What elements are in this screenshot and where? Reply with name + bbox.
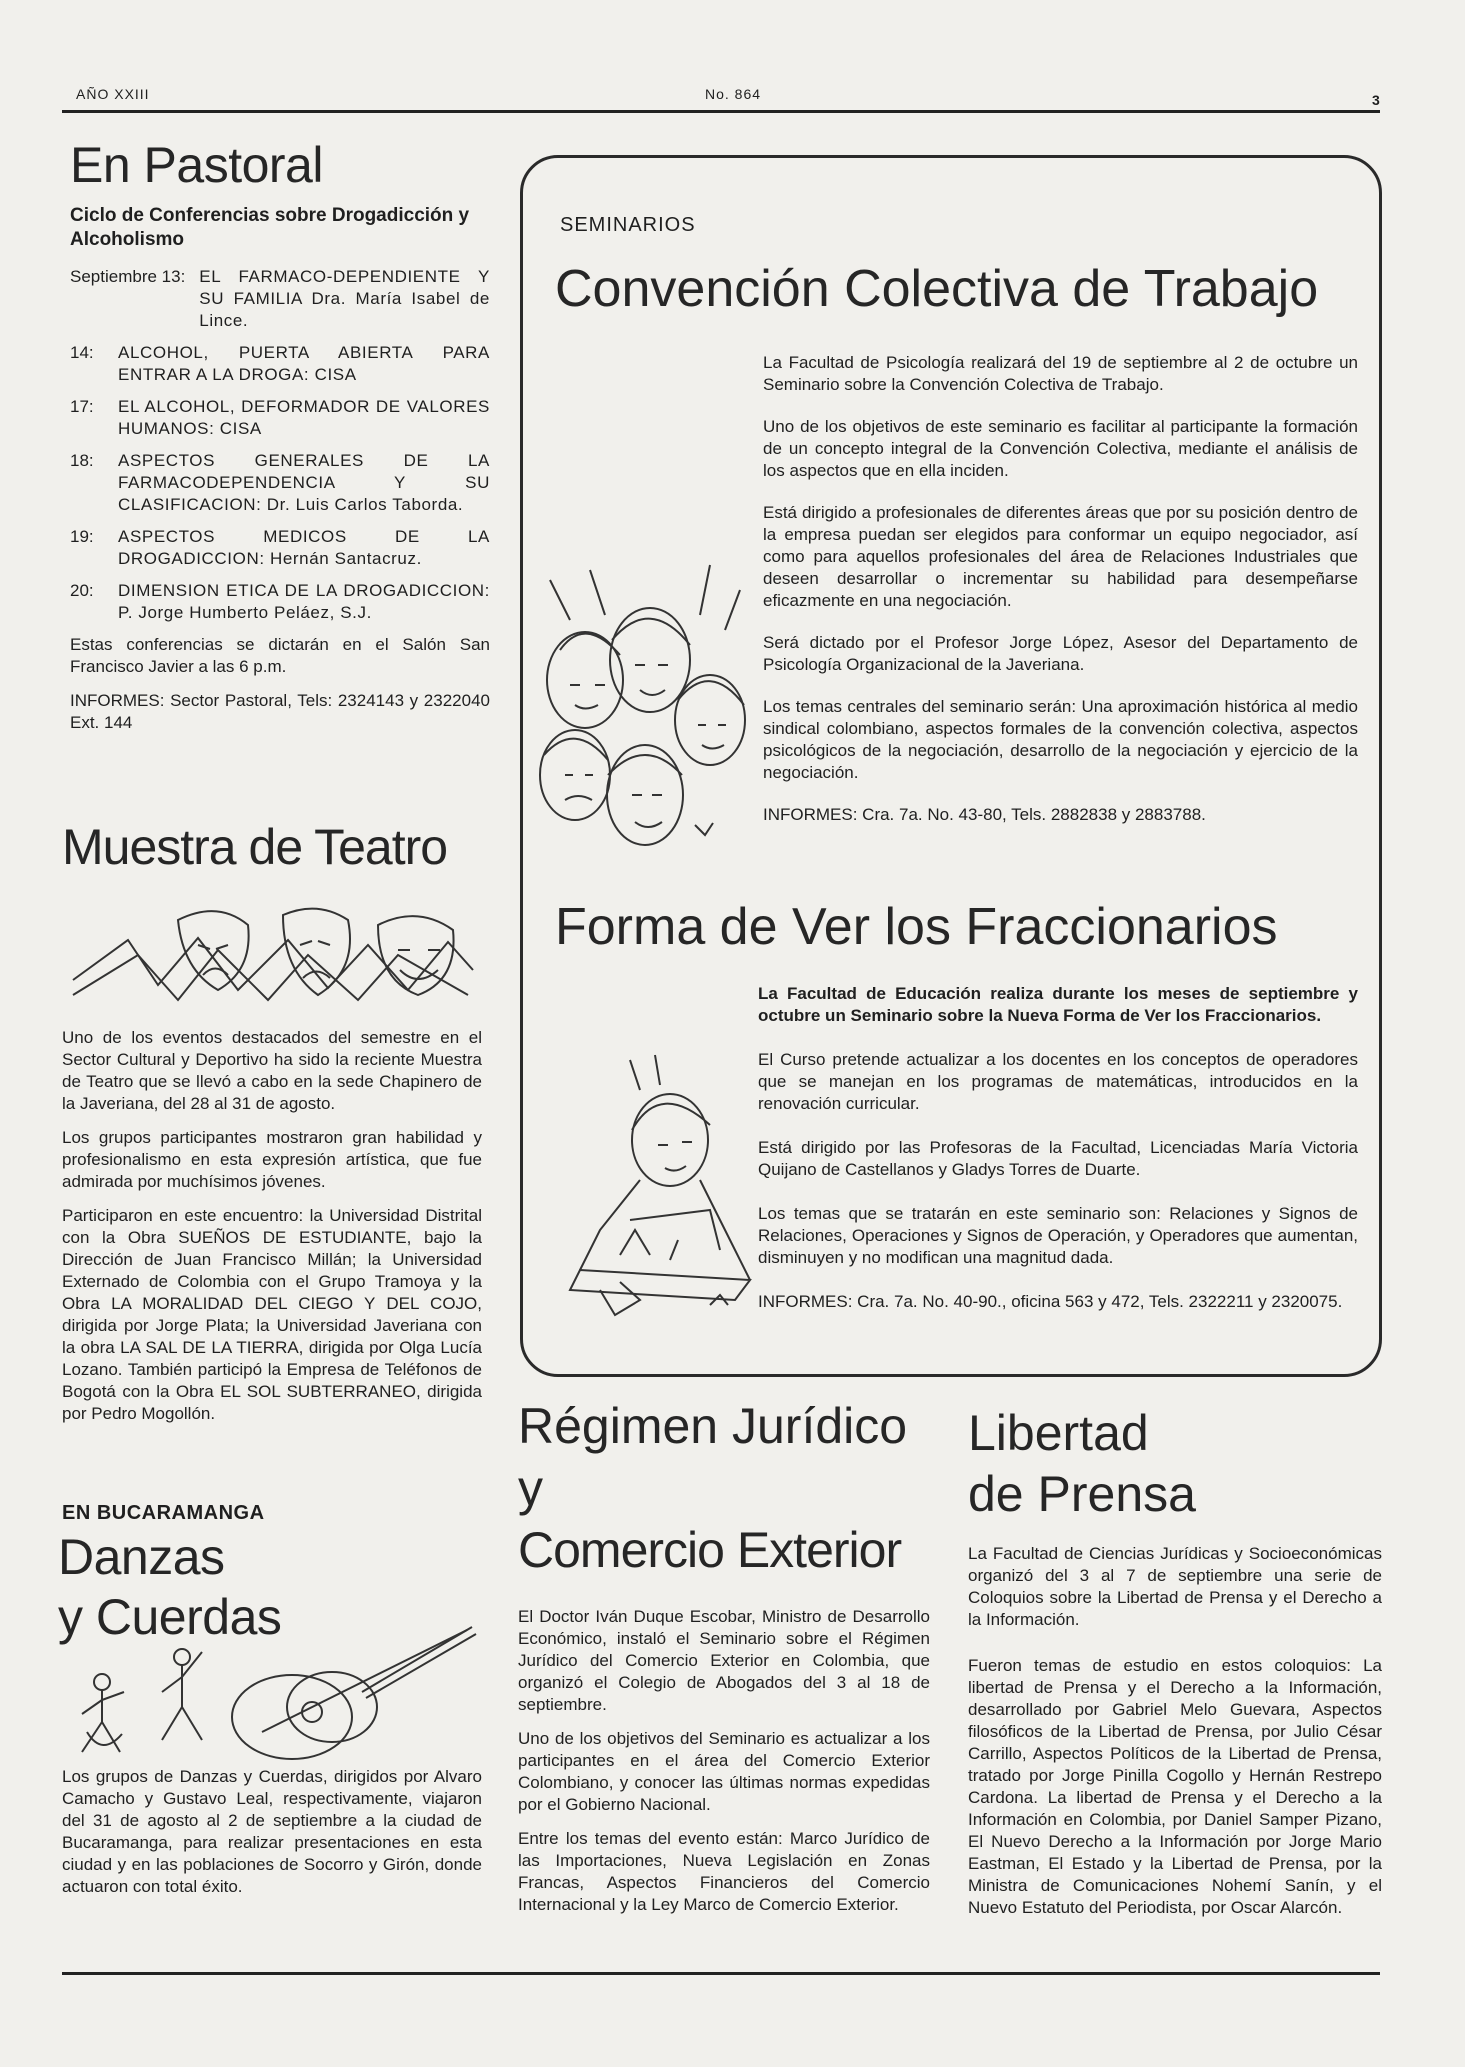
convencion-paragraph: La Facultad de Psicología realizará del 19 de septiembre al 2 de octubre un Seminario sobre la Convención Colectiva de Trabajo. <box>763 353 1358 394</box>
conference-topic: EL FARMACO-DEPENDIENTE Y SU FAMILIA Dra. María Isabel de Lince. <box>199 267 490 330</box>
convencion-info: INFORMES: Cra. 7a. No. 43-80, Tels. 2882838 y 2883788. <box>763 805 1206 824</box>
teatro-paragraph: Uno de los eventos destacados del semestre en el Sector Cultural y Deportivo ha sido la reciente Muestra de Teatro que se llevó a cabo en la sede Chapinero de la Javeriana, del 28 al 31 de agosto. <box>62 1028 482 1113</box>
conference-date: 18: <box>70 451 94 470</box>
conference-date: Septiembre 13: <box>70 267 186 286</box>
conference-item <box>70 580 490 624</box>
teatro-paragraph: Los grupos participantes mostraron gran habilidad y profesionalismo en esta expresión artística, que fue admirada por muchísimos jóvenes. <box>62 1128 482 1191</box>
regimen-title-line2: y <box>518 1460 543 1516</box>
convencion-paragraph: Está dirigido a profesionales de diferentes áreas que por su posición dentro de la empresa puedan ser elegidos para conformar un equipo negociador, así como para aquellos profesionales del área de Relaciones Industriales que deseen desarrollar o incrementar su habilidad para desempeñarse eficazmente en una negociación. <box>763 503 1358 610</box>
theatre-masks-illustration <box>68 900 478 1010</box>
convencion-article <box>763 352 1358 838</box>
fraccionarios-info: INFORMES: Cra. 7a. No. 40-90., oficina 563 y 472, Tels. 2322211 y 2320075. <box>758 1292 1343 1311</box>
seminarios-label: SEMINARIOS <box>560 214 696 236</box>
convencion-paragraph: Uno de los objetivos de este seminario es facilitar al participante la formación de un concepto integral de la Convención Colectiva, mediante el análisis de los aspectos que en ella inciden. <box>763 417 1358 480</box>
pastoral-article <box>70 137 490 746</box>
footer-rule <box>62 1972 1380 1975</box>
conference-list <box>70 266 490 624</box>
libertad-paragraph: Fueron temas de estudio en estos coloquios: La libertad de Prensa y el Derecho a la Información, desarrollado por Gabriel Melo Guevara, Aspectos filosóficos de la Libertad de Prensa, por Julio César Carrillo, Aspectos Políticos de la Libertad de Prensa, tratado por Jorge Pinilla Cogollo y Hernán Restrepo Cardona. La libertad de Prensa y el Derecho a la Información en Colombia, por Daniel Samper Pizano, El Nuevo Derecho a la Información por Jorge Mario Eastman, El Estado y la Libertad de Prensa, por la Ministra de Comunicaciones Nohemí Sanín, y el Nuevo Estatuto del Periodista, por Oscar Alarcón. <box>968 1656 1382 1917</box>
fraccionarios-article <box>758 983 1358 1325</box>
fraccionarios-paragraph: El Curso pretende actualizar a los docentes en los conceptos de operadores que se manejan en los programas de matemáticas, introducidos en la renovación curricular. <box>758 1050 1358 1113</box>
pastoral-title: En Pastoral <box>70 137 323 193</box>
conference-date: 17: <box>70 397 94 416</box>
student-illustration <box>560 1050 760 1330</box>
teatro-article <box>62 1027 482 1437</box>
conference-topic: ASPECTOS MEDICOS DE LA DROGADICCION: Hernán Santacruz. <box>118 527 490 568</box>
danzas-title-line2: y Cuerdas <box>58 1589 282 1645</box>
conference-item <box>70 526 490 570</box>
conference-date: 20: <box>70 581 94 600</box>
regimen-paragraph: El Doctor Iván Duque Escobar, Ministro de Desarrollo Económico, instaló el Seminario sobre el Régimen Jurídico del Comercio Exterior en Colombia, que organizó el Colegio de Abogados del 3 al 18 de septiembre. <box>518 1607 930 1714</box>
conference-item <box>70 396 490 440</box>
conference-item <box>70 342 490 386</box>
regimen-paragraph: Uno de los objetivos del Seminario es actualizar a los participantes en el área del Comercio Exterior Colombiano, y conocer las últimas normas expedidas por el Gobierno Nacional. <box>518 1729 930 1814</box>
libertad-paragraph: La Facultad de Ciencias Jurídicas y Socioeconómicas organizó del 3 al 7 de septiembre una serie de Coloquios sobre la Libertad de Prensa y el Derecho a la Información. <box>968 1544 1382 1629</box>
fraccionarios-paragraph: Los temas que se tratarán en este seminario son: Relaciones y Signos de Relaciones, Operaciones y Signos de Operación, y Operadores que aumentan, disminuyen y no modifican una magnitud dada. <box>758 1204 1358 1267</box>
header-rule <box>62 110 1380 113</box>
pastoral-venue-note: Estas conferencias se dictarán en el Salón San Francisco Javier a las 6 p.m. <box>70 635 490 676</box>
faces-illustration <box>530 560 755 860</box>
danzas-kicker: EN BUCARAMANGA <box>62 1502 265 1524</box>
regimen-paragraph: Entre los temas del evento están: Marco Jurídico de las Importaciones, Nueva Legislación en Zonas Francas, Aspectos Financieros del Comercio Internacional y la Ley Marco de Comercio Exterior. <box>518 1829 930 1914</box>
teatro-paragraph: Participaron en este encuentro: la Universidad Distrital con la Obra SUEÑOS DE ESTUDIANTE, bajo la Dirección de Juan Francisco Millán; la Universidad Externado de Colombia con el Grupo Tramoya y la Obra LA MORALIDAD DEL CIEGO Y DEL COJO, dirigida por Jorge Plata; la Universidad Javeriana con la obra LA SAL DE LA TIERRA, dirigida por Olga Lucía Lozano. También participó la Empresa de Teléfonos de Bogotá con la Obra EL SOL SUBTERRANEO, dirigida por Pedro Mogollón. <box>62 1206 482 1423</box>
teatro-title: Muestra de Teatro <box>62 819 448 875</box>
conference-date: 19: <box>70 527 94 546</box>
fraccionarios-paragraph: Está dirigido por las Profesoras de la Facultad, Licenciadas María Victoria Quijano de Castellanos y Gladys Torres de Duarte. <box>758 1138 1358 1179</box>
regimen-article <box>518 1606 930 1928</box>
convencion-title: Convención Colectiva de Trabajo <box>555 260 1319 318</box>
danzas-article <box>62 1766 482 1910</box>
fraccionarios-lead: La Facultad de Educación realiza durante los meses de septiembre y octubre un Seminario sobre la Nueva Forma de Ver los Fraccionarios. <box>758 984 1358 1025</box>
convencion-paragraph: Los temas centrales del seminario serán: Una aproximación histórica al medio sindical colombiano, aspectos formales de la convención colectiva, aspectos psicológicos de la negociación, desarrollo de la negociación y ejercicio de la negociación. <box>763 697 1358 782</box>
danzas-title-line1: Danzas <box>58 1529 225 1585</box>
danzas-paragraph: Los grupos de Danzas y Cuerdas, dirigidos por Alvaro Camacho y Gustavo Leal, respectivamente, viajaron del 31 de agosto al 2 de septiembre a la ciudad de Bucaramanga, para realizar presentaciones en esta ciudad y en las poblaciones de Socorro y Girón, donde actuaron con total éxito. <box>62 1767 482 1896</box>
dancers-guitar-illustration <box>62 1622 482 1772</box>
conference-topic: ASPECTOS GENERALES DE LA FARMACODEPENDENCIA Y SU CLASIFICACION: Dr. Luis Carlos Taborda. <box>118 451 490 514</box>
issue-number: No. 864 <box>705 86 762 102</box>
convencion-paragraph: Será dictado por el Profesor Jorge López, Asesor del Departamento de Psicología Organizacional de la Javeriana. <box>763 633 1358 674</box>
libertad-article <box>968 1543 1382 1931</box>
regimen-title-line3: Comercio Exterior <box>518 1522 902 1578</box>
conference-topic: DIMENSION ETICA DE LA DROGADICCION: P. Jorge Humberto Peláez, S.J. <box>118 581 490 622</box>
pastoral-subtitle: Ciclo de Conferencias sobre Drogadicción y Alcoholismo <box>70 205 470 250</box>
fraccionarios-title: Forma de Ver los Fraccionarios <box>555 898 1278 956</box>
regimen-title-line1: Régimen Jurídico <box>518 1398 908 1454</box>
libertad-title-line1: Libertad <box>968 1405 1149 1461</box>
volume-year: AÑO XXIII <box>76 86 150 102</box>
conference-topic: ALCOHOL, PUERTA ABIERTA PARA ENTRAR A LA DROGA: CISA <box>118 343 490 384</box>
pastoral-info: INFORMES: Sector Pastoral, Tels: 2324143 y 2322040 Ext. 144 <box>70 691 490 732</box>
conference-item <box>70 266 490 332</box>
conference-date: 14: <box>70 343 94 362</box>
conference-item <box>70 450 490 516</box>
libertad-title-line2: de Prensa <box>968 1466 1196 1522</box>
conference-topic: EL ALCOHOL, DEFORMADOR DE VALORES HUMANOS: CISA <box>118 397 490 438</box>
page-number: 3 <box>1372 92 1381 108</box>
